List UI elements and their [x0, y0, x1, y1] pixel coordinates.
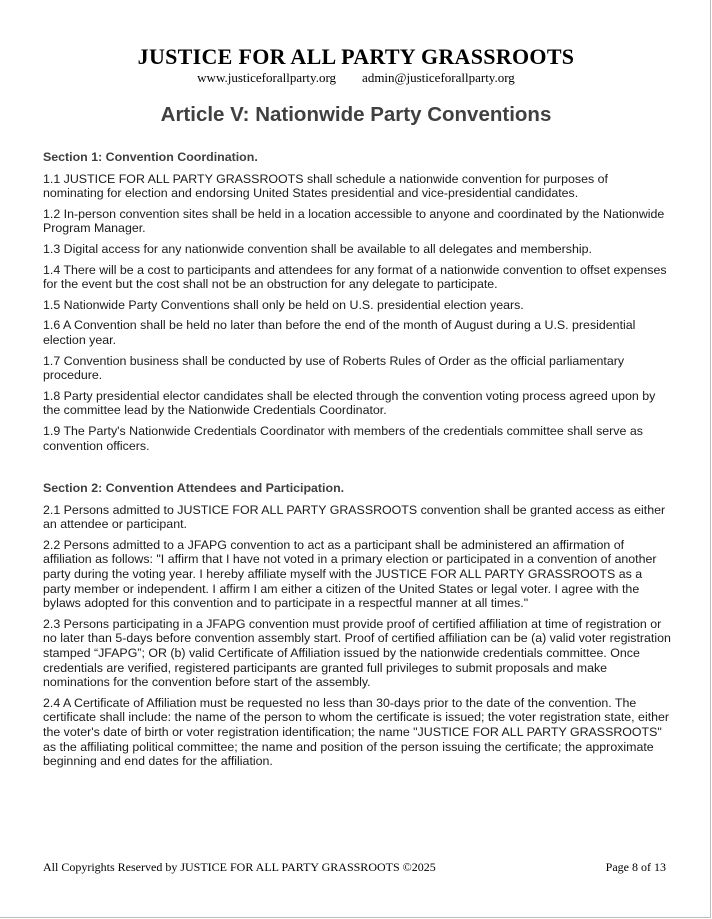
paragraph-2-1: 2.1 Persons admitted to JUSTICE FOR ALL PARTY GRASSROOTS convention shall be granted access as either an attendee or participant.: [43, 502, 666, 532]
paragraph-1-3: 1.3 Digital access for any nationwide convention shall be available to all delegates and membership.: [43, 241, 592, 256]
article-title: Article V: Nationwide Party Conventions: [160, 103, 552, 126]
paragraph-1-1: 1.1 JUSTICE FOR ALL PARTY GRASSROOTS shall schedule a nationwide convention for purposes of nominating for election and endorsing United States presidential and vice-presidential candidates.: [43, 171, 608, 201]
email-link[interactable]: admin@justiceforallparty.org: [362, 70, 515, 85]
section-1: [43, 150, 671, 453]
paragraph-2-4: 2.4 A Certificate of Affiliation must be requested no less than 30-days prior to the date of the convention. The certificate shall include: the name of the person to whom the certificate is issued; the voter registration state, either the voter's date of birth or voter registration identification; the name "JUSTICE FOR ALL PARTY GRASSROOTS" as the affiliating political committee; the name and position of the person issuing the certificate; the approximate beginning and end dates for the affiliation.: [43, 695, 670, 769]
section-2: [43, 481, 671, 769]
paragraph-1-8: 1.8 Party presidential elector candidates shall be elected through the convention voting process agreed upon by the committee lead by the Nationwide Credentials Coordinator.: [43, 388, 656, 418]
paragraph-1-2: 1.2 In-person convention sites shall be held in a location accessible to anyone and coordinated by the Nationwide Program Manager.: [43, 206, 665, 236]
article-body: [43, 150, 671, 775]
paragraph-1-9: 1.9 The Party's Nationwide Credentials Coordinator with members of the credentials committee shall serve as convention officers.: [43, 423, 643, 453]
paragraph-1-5: 1.5 Nationwide Party Conventions shall only be held on U.S. presidential election years.: [43, 297, 524, 312]
organization-name: JUSTICE FOR ALL PARTY GRASSROOTS: [137, 44, 575, 69]
section-heading: Section 2: Convention Attendees and Participation.: [43, 481, 345, 496]
paragraph-2-3: 2.3 Persons participating in a JFAPG convention must provide proof of certified affiliation at time of registration or no later than 5-days before convention assembly start. Proof of certified affiliation can be (a) valid voter registration stamped “JFAPG”; OR (b) valid Certificate of Affiliation issued by the nationwide credentials committee. Once credentials are verified, registered participants are granted full privileges to submit proposals and make nominations for the convention before start of the assembly.: [43, 616, 671, 690]
copyright-notice: All Copyrights Reserved by JUSTICE FOR ALL PARTY GRASSROOTS ©2025: [43, 860, 436, 874]
paragraph-1-6: 1.6 A Convention shall be held no later than before the end of the month of August during a U.S. presidential election year.: [43, 318, 636, 347]
section-heading: Section 1: Convention Coordination.: [43, 150, 258, 164]
page-number: Page 8 of 13: [605, 860, 666, 874]
contact-line: [0, 70, 712, 86]
paragraph-2-2: 2.2 Persons admitted to a JFAPG convention to act as a participant shall be administered an affirmation of affiliation as follows: "I affirm that I have not voted in a primary election or participated in a convention of another party during the voting year. I hereby affiliate myself with the JUSTICE FOR ALL PARTY GRASSROOTS as a party member or independent. I affirm I am either a citizen of the United States or legal voter. I agree with the bylaws adopted for this convention and to participate in a respectful manner at all times.": [43, 537, 657, 611]
paragraph-1-7: 1.7 Convention business shall be conducted by use of Roberts Rules of Order as the official parliamentary procedure.: [43, 353, 625, 383]
paragraph-1-4: 1.4 There will be a cost to participants and attendees for any format of a nationwide convention to offset expenses for the event but the cost shall not be an obstruction for any delegate to participate.: [43, 262, 667, 292]
website-link[interactable]: www.justiceforallparty.org: [197, 70, 337, 85]
